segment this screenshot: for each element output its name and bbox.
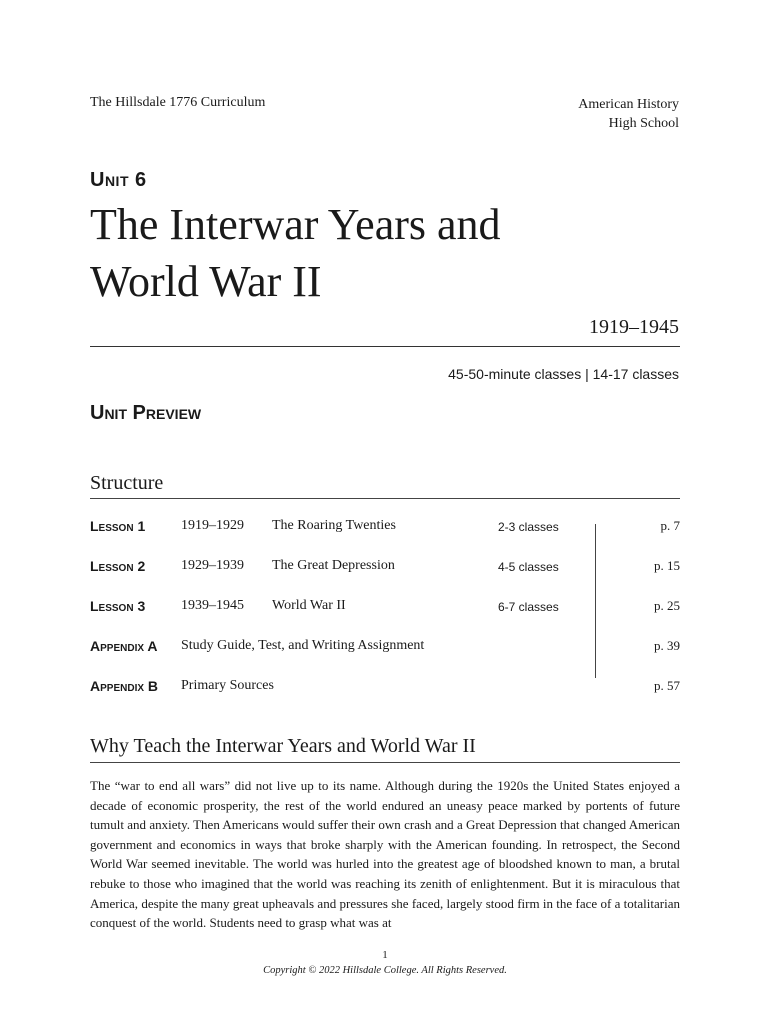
appendix-page: p. 57 [654,678,680,693]
lesson-topic: World War II [272,598,346,613]
lesson-label: Lesson 1 [90,518,146,534]
lesson-classes: 2-3 classes [498,520,559,534]
structure-table [90,518,680,718]
appendix-label: Appendix B [90,678,159,694]
lesson-page: p. 7 [660,518,680,533]
title-divider [90,346,680,347]
curriculum-name: The Hillsdale 1776 Curriculum [90,95,266,110]
lesson-years: 1929–1939 [181,558,244,573]
lesson-years: 1919–1929 [181,518,244,533]
lesson-row [90,558,680,598]
unit-dates: 1919–1945 [589,316,679,338]
course-info [578,95,679,133]
appendix-label: Appendix A [90,638,158,654]
subject-label: American History [578,97,679,112]
why-teach-body: The “war to end all wars” did not live up to its name. Although during the 1920s the United States enjoyed a decade of economic prosperity, the rest of the world endured an uneasy peace marked by portents of future tumult and anxiety. Then Americans would suffer their own crash and a Great Depression that changed American government and economics in ways that broke sharply with the American founding. In retrospect, the Second World War seemed inevitable. The world was hurled into the greatest age of bloodshed known to man, a brutal rebuke to those who imagined that the world was reaching its zenith of enlightenment. But it is miraculous that America, despite the many great upheavals and pressures she faced, largely stood firm in the face of a totalitarian conquest of the world. Students need to grasp what was at [90,778,680,931]
lesson-classes: 6-7 classes [498,600,559,614]
table-vertical-divider [595,524,596,678]
unit-title [90,196,650,310]
unit-label: Unit 6 [90,169,147,191]
page-number: 1 [382,949,388,961]
lesson-label: Lesson 3 [90,598,146,614]
unit-title-line-1: The Interwar Years and [90,200,501,249]
class-count-info: 45-50-minute classes | 14-17 classes [448,366,679,382]
why-teach-divider [90,762,680,763]
level-label: High School [608,116,679,131]
unit-title-line-2: World War II [90,257,322,306]
page-footer [0,948,770,978]
lesson-label: Lesson 2 [90,558,146,574]
appendix-page: p. 39 [654,638,680,653]
lesson-page: p. 15 [654,558,680,573]
lesson-row [90,598,680,638]
lesson-classes: 4-5 classes [498,560,559,574]
appendix-topic: Primary Sources [181,678,274,693]
why-teach-heading: Why Teach the Interwar Years and World War II [90,735,476,757]
appendix-row [90,678,680,718]
lesson-topic: The Great Depression [272,558,395,573]
structure-divider [90,498,680,499]
appendix-row [90,638,680,678]
appendix-topic: Study Guide, Test, and Writing Assignment [181,638,425,653]
lesson-page: p. 25 [654,598,680,613]
lesson-topic: The Roaring Twenties [272,518,396,533]
lesson-row [90,518,680,558]
lesson-years: 1939–1945 [181,598,244,613]
unit-preview-heading: Unit Preview [90,402,202,424]
structure-heading: Structure [90,472,164,494]
copyright-notice: Copyright © 2022 Hillsdale College. All Rights Reserved. [263,965,507,976]
